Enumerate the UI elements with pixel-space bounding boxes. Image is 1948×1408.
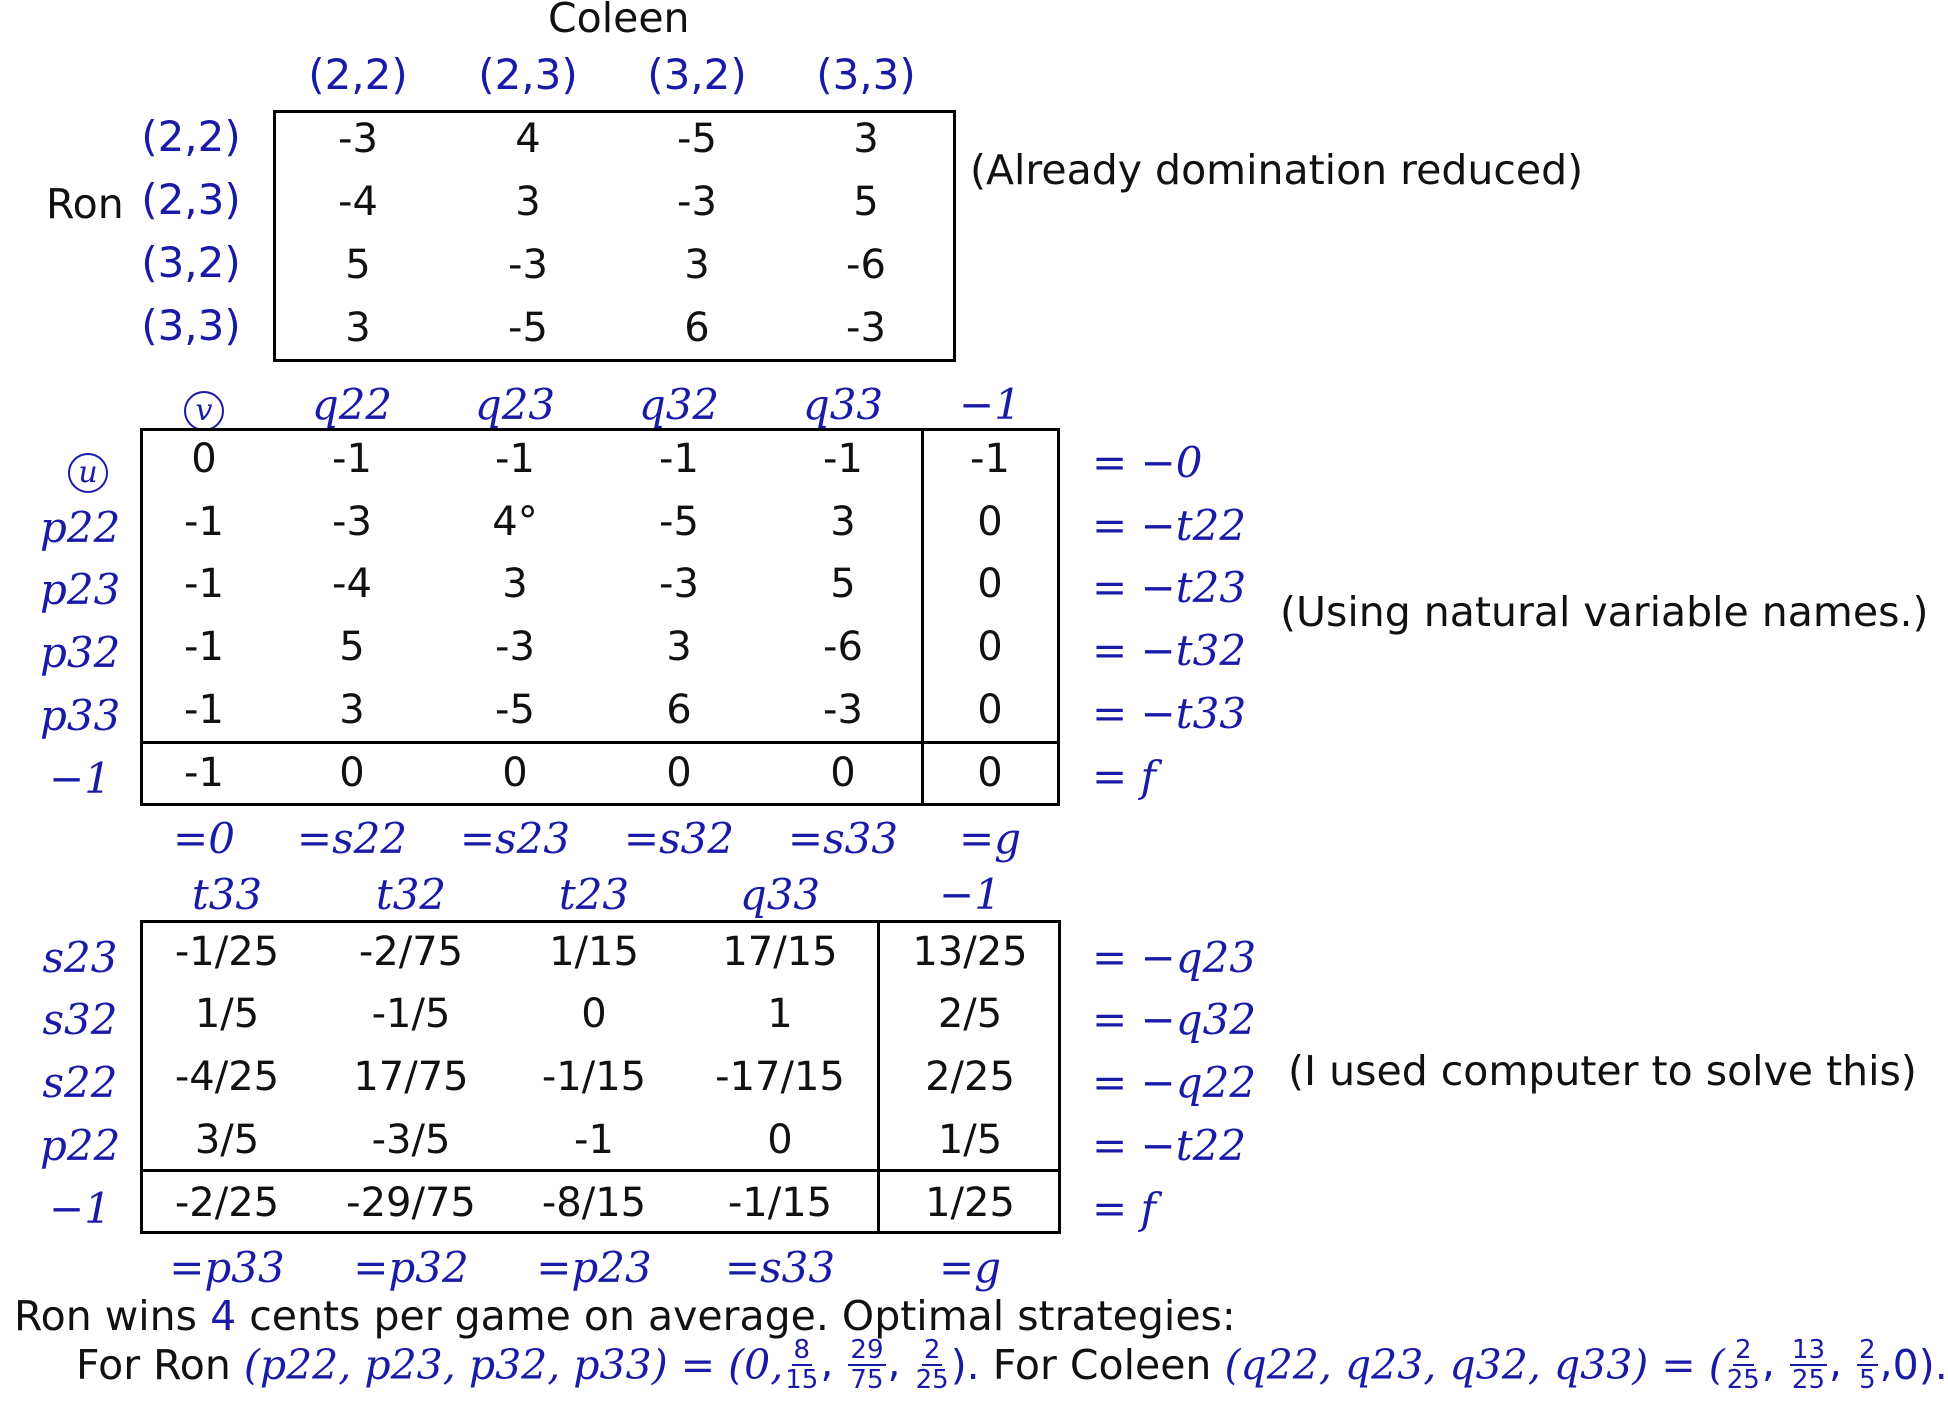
matrix-row-label: (3,2) [141, 238, 241, 287]
separator: , [887, 1338, 914, 1386]
tableau1-col-label: q33 [802, 380, 884, 429]
tableau2-bottom-label: =g [938, 1243, 1002, 1292]
matrix-col-label: (3,2) [647, 50, 747, 99]
matrix-cell: 4 [515, 116, 541, 162]
tableau2-cell: -4/25 [174, 1054, 280, 1100]
fraction [785, 1337, 818, 1393]
tableau2-cell: 1/5 [937, 1117, 1003, 1163]
matrix-col-label: (2,2) [308, 50, 408, 99]
tableau1-cell: 0 [977, 687, 1003, 733]
tableau1-cell: 5 [339, 624, 365, 670]
matrix-cell: 3 [853, 116, 879, 162]
tableau1-cell: 0 [666, 750, 692, 796]
matrix-cell: -4 [338, 179, 378, 225]
coleen-strategy-tail: 0). [1892, 1341, 1948, 1389]
matrix-cell: 6 [684, 305, 710, 351]
tableau2-col-label: t32 [375, 870, 447, 919]
tableau2-cell: 0 [767, 1117, 793, 1163]
tableau1-right-label: = f [1092, 752, 1157, 801]
tableau2-row-label: p22 [40, 1121, 121, 1170]
tableau2-cell: 1/15 [549, 929, 639, 975]
tableau2-cell: 1/25 [925, 1180, 1015, 1226]
tableau2-row-label: s22 [42, 1058, 118, 1107]
fraction-denominator: 25 [1726, 1365, 1760, 1395]
matrix-cell: -3 [508, 242, 548, 288]
matrix-cell: 5 [345, 242, 371, 288]
tableau1-cell: -1 [659, 436, 699, 482]
tableau1-col-label: q23 [474, 380, 556, 429]
tableau1-cell: -1 [495, 436, 535, 482]
tableau1-cell: -3 [332, 499, 372, 545]
fraction-denominator: 15 [785, 1365, 819, 1395]
tableau2-col-label: −1 [939, 870, 1001, 919]
tableau2-right-label: = −q23 [1092, 933, 1257, 982]
separator: , [1761, 1338, 1788, 1386]
tableau2-cell: -17/15 [715, 1054, 845, 1100]
fraction [1857, 1337, 1878, 1393]
tableau1-bottom-label: =s22 [296, 814, 408, 863]
fraction-numerator: 13 [1791, 1335, 1825, 1365]
tableau1-cell: -1 [823, 436, 863, 482]
tableau1-right-label: = −0 [1092, 438, 1203, 487]
fraction-denominator: 25 [915, 1365, 949, 1395]
tableau1-cell: 3 [666, 624, 692, 670]
tableau1-row-label: −1 [49, 754, 111, 803]
conclusion-line2 [76, 1337, 1948, 1393]
tableau1-col-label: q22 [311, 380, 393, 429]
matrix-cell: 3 [684, 242, 710, 288]
fraction-numerator: 2 [923, 1335, 941, 1365]
tableau1-bottom-label: =s32 [623, 814, 735, 863]
tableau1-cell: -5 [659, 499, 699, 545]
conclusion-text-a: Ron wins [14, 1292, 198, 1340]
tableau2-cell: -3/5 [371, 1117, 451, 1163]
v-circle-icon: v [184, 391, 224, 431]
tableau1-cell: -4 [332, 561, 372, 607]
tableau2-bottom-label: =s33 [724, 1243, 836, 1292]
fraction [848, 1337, 885, 1393]
matrix-cell: 3 [515, 179, 541, 225]
matrix-cell: 3 [345, 305, 371, 351]
tableau1-cell: -3 [495, 624, 535, 670]
tableau1-cell: 0 [339, 750, 365, 796]
conclusion-line1 [14, 1292, 1236, 1340]
tableau1-cell: 0 [191, 436, 217, 482]
col-player-label: Coleen [548, 0, 690, 42]
ron-strategy-fractions [783, 1337, 950, 1393]
tableau2-bottom-label: =p32 [353, 1243, 469, 1292]
tableau1-cell: -1 [184, 561, 224, 607]
tableau2-row-label: s32 [42, 995, 118, 1044]
conclusion-text-b: cents per game on average. Optimal strategies: [249, 1292, 1236, 1340]
tableau2-cell: 2/25 [925, 1054, 1015, 1100]
tableau1-row-label: p33 [40, 691, 121, 740]
tableau1-cell: -1 [184, 624, 224, 670]
tableau2-right-label: = −t22 [1092, 1121, 1247, 1170]
tableau2-cell: -1/15 [727, 1180, 833, 1226]
matrix-col-label: (2,3) [478, 50, 578, 99]
tableau2-cell: -29/75 [346, 1180, 476, 1226]
tableau1-right-label: = −t23 [1092, 563, 1247, 612]
tableau2-cell: -1 [574, 1117, 614, 1163]
tableau1-col-label: q32 [638, 380, 720, 429]
tableau1-cell: -1 [184, 750, 224, 796]
ron-winnings-value: 4 [210, 1292, 237, 1340]
tableau1-row-corner [68, 443, 108, 493]
tableau1-bottom-label: =0 [173, 814, 235, 863]
tableau2-right-label: = −q22 [1092, 1058, 1257, 1107]
tableau2-right-label: = f [1092, 1184, 1157, 1233]
ron-strategy-vars: (p22, p23, p32, p33) = (0, [243, 1341, 784, 1389]
ron-prefix: For Ron [76, 1341, 231, 1389]
tableau1-cell: -1 [184, 687, 224, 733]
matrix-row-label: (2,2) [141, 112, 241, 161]
fraction-numerator: 8 [793, 1335, 811, 1365]
separator: , [1829, 1338, 1856, 1386]
coleen-strategy-fractions [1725, 1337, 1893, 1393]
u-circle-icon: u [68, 453, 108, 493]
tableau1-cell: -1 [970, 436, 1010, 482]
tableau2-bottom-label: =p23 [536, 1243, 652, 1292]
tableau1-cell: 0 [977, 561, 1003, 607]
tableau1-right-label: = −t32 [1092, 626, 1247, 675]
matrix-cell: 5 [853, 179, 879, 225]
tableau2-cell: -1/5 [371, 991, 451, 1037]
tableau2-right-label: = −q32 [1092, 995, 1257, 1044]
matrix-cell: -3 [677, 179, 717, 225]
tableau1-bottom-label: =g [958, 814, 1022, 863]
tableau2-cell: 2/5 [937, 991, 1003, 1037]
separator: , [820, 1338, 847, 1386]
tableau1-cell: 0 [502, 750, 528, 796]
tableau1-cell: 3 [339, 687, 365, 733]
tableau1-row-label: p22 [40, 503, 121, 552]
tableau1-right-label: = −t33 [1092, 689, 1247, 738]
ron-strategy-close: ). [950, 1341, 980, 1389]
matrix-row-label: (2,3) [141, 175, 241, 224]
fraction [1727, 1337, 1760, 1393]
tableau2-cell: 17/75 [353, 1054, 469, 1100]
tableau1-cell: 3 [830, 499, 856, 545]
tableau1-cell: 4° [492, 499, 538, 545]
matrix-col-label: (3,3) [816, 50, 916, 99]
tableau1-bottom-label: =s33 [787, 814, 899, 863]
tableau2-cell: -1/25 [174, 929, 280, 975]
fraction-denominator: 25 [1791, 1365, 1825, 1395]
matrix-cell: -5 [677, 116, 717, 162]
fraction [1790, 1337, 1827, 1393]
matrix-cell: -3 [846, 305, 886, 351]
tableau2-cell: -2/75 [358, 929, 464, 975]
coleen-strategy-vars: (q22, q23, q32, q33) = ( [1224, 1341, 1725, 1389]
tableau1-col-label: −1 [959, 380, 1021, 429]
tableau1-cell: 5 [830, 561, 856, 607]
tableau1-note: (Using natural variable names.) [1280, 588, 1929, 636]
fraction-denominator: 5 [1859, 1365, 1876, 1395]
tableau1-cell: -3 [823, 687, 863, 733]
fraction-numerator: 2 [1735, 1335, 1752, 1365]
tableau2-row-label: −1 [49, 1184, 111, 1233]
tableau1-corner [184, 381, 224, 431]
tableau1-cell: -6 [823, 624, 863, 670]
tableau2-col-label: t33 [191, 870, 263, 919]
tableau1-cell: 0 [977, 499, 1003, 545]
matrix-cell: -3 [338, 116, 378, 162]
fraction-denominator: 75 [850, 1365, 884, 1395]
tableau2-cell: -8/15 [541, 1180, 647, 1226]
tableau2-col-label: t23 [558, 870, 630, 919]
tableau2-note: (I used computer to solve this) [1288, 1047, 1917, 1095]
tableau1-cell: 0 [830, 750, 856, 796]
tableau2-cell: -2/25 [174, 1180, 280, 1226]
tableau2-cell: 1 [767, 991, 793, 1037]
row-player-label: Ron [46, 180, 124, 228]
tableau1-right-label: = −t22 [1092, 501, 1247, 550]
tableau1-row-label: p23 [40, 565, 121, 614]
fraction-numerator: 2 [1859, 1335, 1876, 1365]
tableau2-bottom-label: =p33 [169, 1243, 285, 1292]
tableau2-cell: 3/5 [194, 1117, 260, 1163]
tableau2-cell: 17/15 [722, 929, 838, 975]
tableau1-cell: -5 [495, 687, 535, 733]
tableau1-cell: 0 [977, 624, 1003, 670]
tableau2-cell: 0 [581, 991, 607, 1037]
tableau2-cell: -1/15 [541, 1054, 647, 1100]
tableau1-bottom-label: =s23 [459, 814, 571, 863]
separator: , [1879, 1338, 1893, 1386]
tableau1-cell: -1 [332, 436, 372, 482]
matrix-note: (Already domination reduced) [970, 146, 1584, 194]
tableau1-row-label: p32 [40, 628, 121, 677]
matrix-cell: -6 [846, 242, 886, 288]
tableau2-col-label: q33 [739, 870, 821, 919]
fraction [916, 1337, 949, 1393]
tableau2-cell: 1/5 [194, 991, 260, 1037]
tableau2-row-divider [140, 1169, 1061, 1172]
tableau1-cell: -3 [659, 561, 699, 607]
matrix-cell: -5 [508, 305, 548, 351]
tableau1-cell: -1 [184, 499, 224, 545]
tableau1-cell: 3 [502, 561, 528, 607]
tableau1-cell: 0 [977, 750, 1003, 796]
tableau1-cell: 6 [666, 687, 692, 733]
tableau2-row-label: s23 [42, 933, 118, 982]
matrix-row-label: (3,3) [141, 301, 241, 350]
tableau2-cell: 13/25 [912, 929, 1028, 975]
fraction-numerator: 29 [850, 1335, 884, 1365]
coleen-prefix: For Coleen [992, 1341, 1212, 1389]
